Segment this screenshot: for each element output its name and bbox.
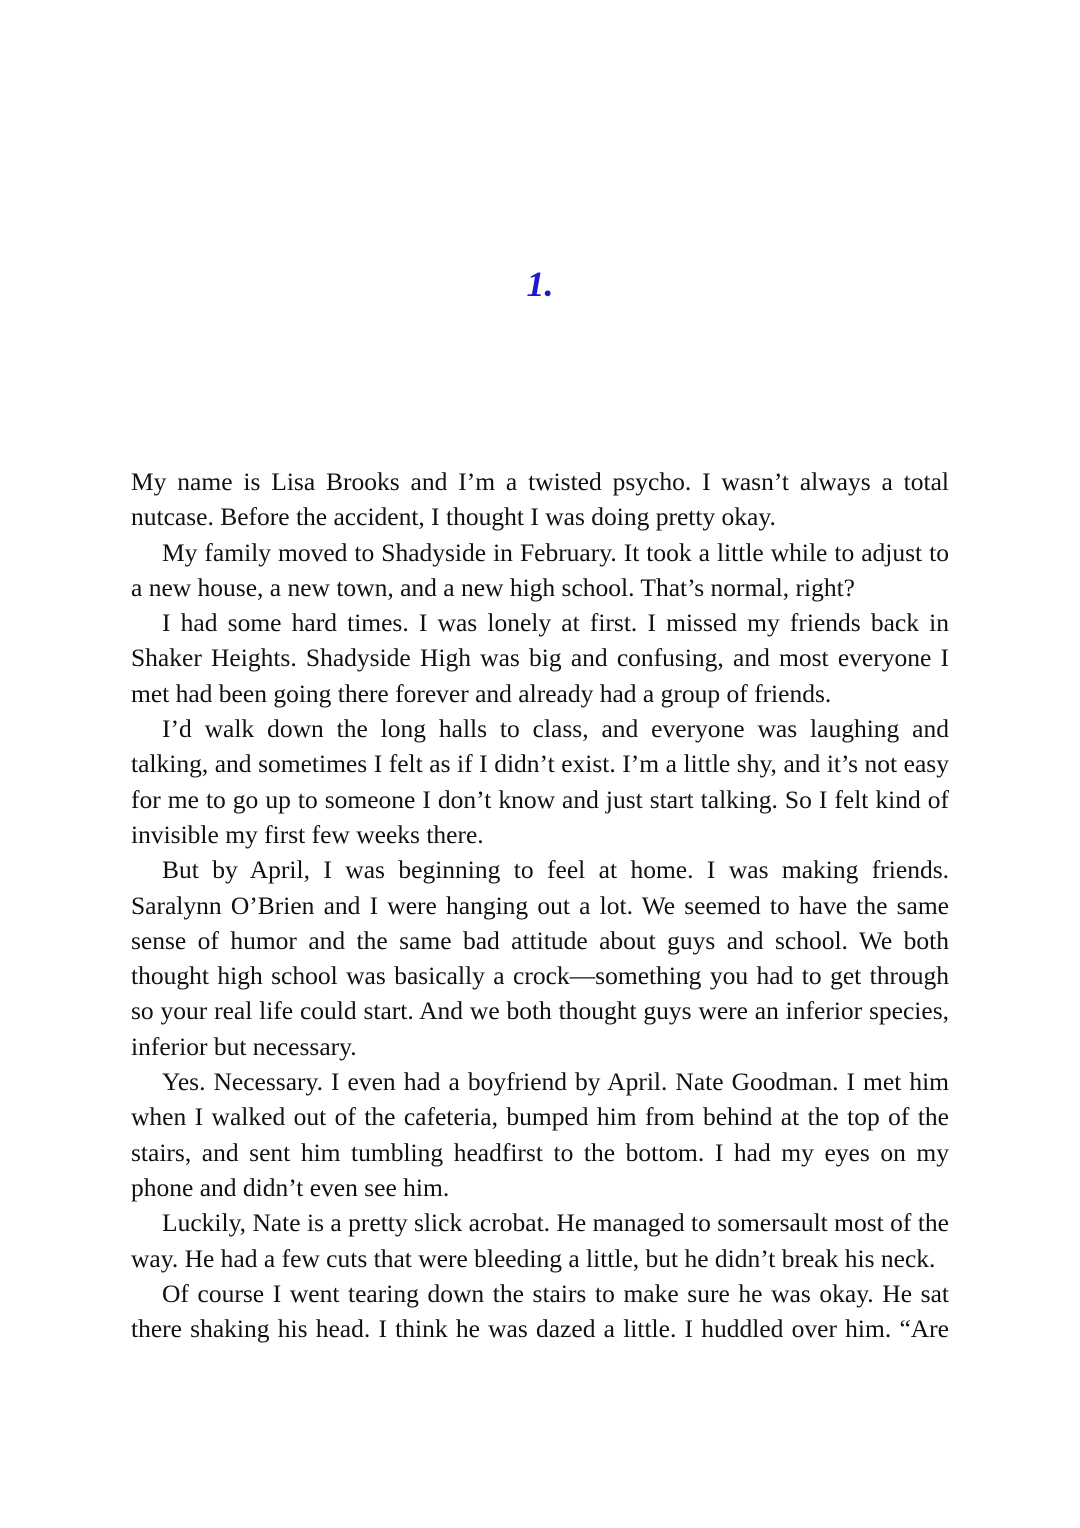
paragraph: I had some hard times. I was lonely at first. I missed my friends back in Shaker Heights. Shadyside High was big and confusing, and most everyone I met had been going there forever and already had a group of friends.: [131, 608, 949, 708]
paragraph: Yes. Necessary. I even had a boyfriend by April. Nate Goodman. I met him when I walked out of the cafeteria, bumped him from behind at the top of the stairs, and sent him tumbling headfirst to the bottom. I had my eyes on my phone and didn’t even see him.: [131, 1067, 949, 1202]
paragraph: Of course I went tearing down the stairs to make sure he was okay. He sat there shaking his head. I think he was dazed a little. I huddled over him. “Are: [131, 1278, 949, 1344]
paragraph: My family moved to Shadyside in February. It took a little while to adjust to a new house, a new town, and a new high school. That’s normal, right?: [131, 537, 949, 602]
paragraph: I’d walk down the long halls to class, and everyone was laughing and talking, and sometimes I felt as if I didn’t exist. I’m a little shy, and it’s not easy for me to go up to someone I don’t know and just start talking. So I felt kind of invisible my first few weeks there.: [131, 714, 949, 849]
paragraph: Luckily, Nate is a pretty slick acrobat. He managed to somersault most of the way. He had a few cuts that were bleeding a little, but he didn’t break his neck.: [131, 1208, 949, 1273]
chapter-number: 1.: [526, 264, 554, 304]
chapter-body: [131, 464, 949, 1346]
paragraph: But by April, I was beginning to feel at home. I was making friends. Saralynn O’Brien and I were hanging out a lot. We seemed to have the same sense of humor and the same bad attitude about guys and school. We both thought high school was basically a crock—something you had to get through so your real life could start. And we both thought guys were an inferior species, inferior but necessary.: [131, 855, 949, 1061]
paragraph: My name is Lisa Brooks and I’m a twisted psycho. I wasn’t always a total nutcase. Before the accident, I thought I was doing pretty okay.: [131, 467, 949, 532]
